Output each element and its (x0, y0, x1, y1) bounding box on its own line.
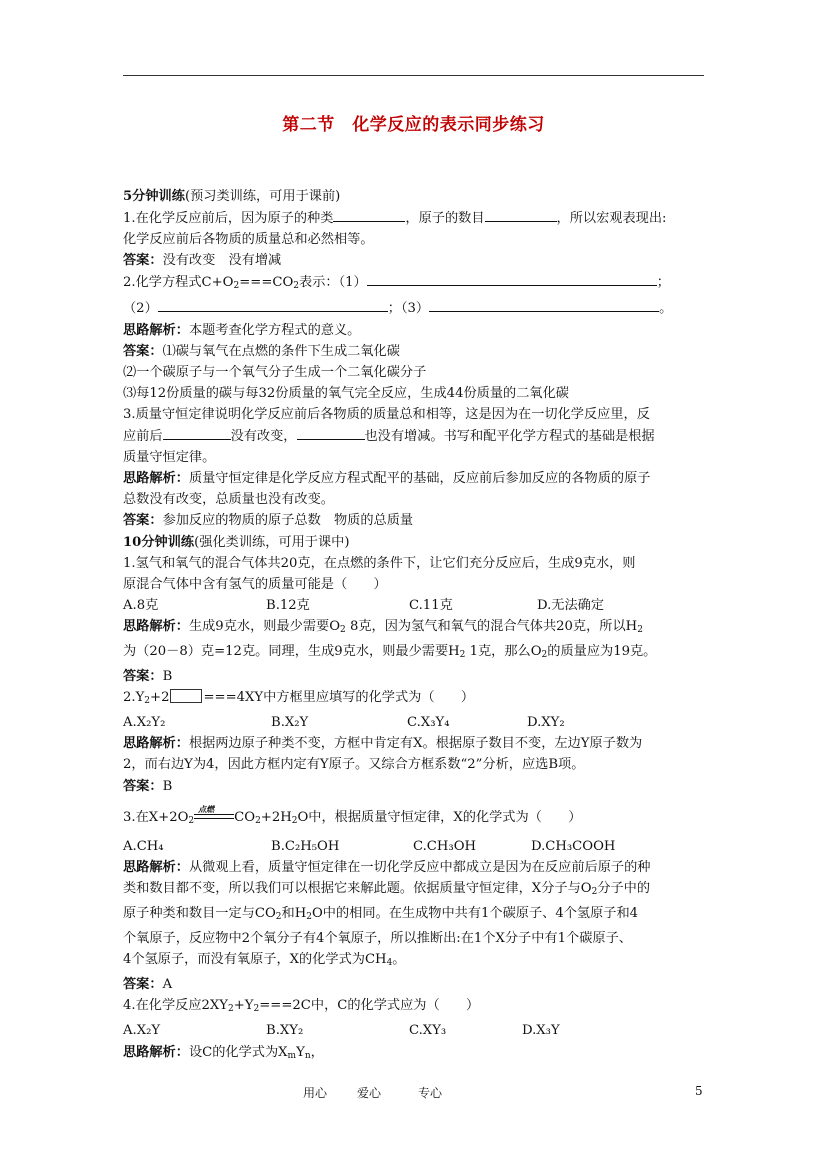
s2q2-analysis-2: 2，而右边Y为4，因此方框内定有Y原子。又综合方框系数“2”分析，应选B项。 (123, 757, 585, 773)
answer-box (170, 689, 202, 703)
s2q1-options (123, 595, 713, 616)
option-a: A.CH₄ (123, 838, 164, 854)
option-d: D.X₃Y (522, 1023, 560, 1039)
q1-answer: 答案：没有改变 没有增减 (123, 253, 282, 269)
q2-answer-3: ⑶每12份质量的碳与每32份质量的氧气完全反应，生成44份质量的二氧化碳 (123, 385, 569, 401)
q3-line3: 质量守恒定律。 (123, 450, 216, 466)
fill-blank (485, 207, 557, 222)
s2q1-line1: 1.氢气和氧气的混合气体共20克，在点燃的条件下，让它们充分反应后，生成9克水，则 (123, 555, 636, 571)
option-a: A.X₂Y₂ (123, 715, 166, 731)
q1-line1: 1.在化学反应前后，因为原子的种类 ，原子的数目 ，所以宏观表现出: (123, 207, 713, 229)
s2q4-analysis: 思路解析：设C的化学式为$X_mY_n$， (123, 1044, 324, 1061)
q3-line2: 应前后 没有改变， 也没有增减。书写和配平化学方程式的基础是根据 (123, 425, 713, 447)
reaction-arrow: 点燃 (194, 809, 234, 823)
option-d: D.XY₂ (527, 715, 565, 731)
s2q4-line1: 4.在化学反应$2XY_2+Y_2===2C$中，C的化学式应为（ ） (123, 998, 480, 1015)
option-c: C.CH₃OH (413, 838, 477, 854)
fill-blank (297, 425, 365, 440)
option-d: D.无法确定 (537, 597, 605, 613)
q1-line2: 化学反应前后各物质的质量总和必然相等。 (123, 232, 374, 248)
option-b: B.XY₂ (266, 1023, 304, 1039)
s2q2-analysis-1: 思路解析：根据两边原子种类不变，方框中肯定有X。根据原子数目不变，左边Y原子数为 (123, 736, 643, 752)
document-body (123, 186, 713, 1067)
option-b: B.C₂H₅OH (271, 838, 340, 854)
option-b: B.X₂Y (271, 715, 309, 731)
s2q1-line2: 原混合气体中含有氢气的质量可能是（ ） (123, 576, 387, 592)
s2q1-analysis-2: 为（20－8）克=12克。同理，生成9克水，则最少需要$H_2$ 1克，那么$O_2$的质量应为19克。 (123, 643, 657, 660)
fill-blank (333, 207, 405, 222)
q2-answer-1: 答案：⑴碳与氧气在点燃的条件下生成二氧化碳 (123, 343, 400, 359)
page-number: 5 (695, 1084, 703, 1098)
fill-blank (163, 425, 231, 440)
option-b: B.12克 (266, 597, 310, 613)
option-c: C.X₃Y₄ (407, 715, 450, 731)
option-c: C.XY₃ (409, 1023, 447, 1039)
q2-line1: 2.化学方程式$C+O_2===CO_2$表示：（1） ； (123, 271, 713, 297)
s2q3-analysis-1: 思路解析：从微观上看，质量守恒定律在一切化学反应中都成立是因为在反应前后原子的种 (123, 859, 651, 875)
q3-analysis-1: 思路解析：质量守恒定律是化学反应方程式配平的基础，反应前后参加反应的各物质的原子 (123, 471, 651, 487)
footer-text-1: 用心 (303, 1086, 328, 1100)
q2-line2: （2） ；（3） 。 (123, 297, 713, 319)
footer-text-3: 专心 (418, 1086, 443, 1100)
section-heading-10min: 10分钟训练(强化类训练，可用于课中) (123, 534, 350, 550)
fill-blank (367, 271, 657, 286)
s2q4-options (123, 1020, 713, 1041)
s2q3-analysis-4: 个氧原子，反应物中2个氧分子有4个氧原子，所以推断出:在1个X分子中有1个碳原子、 (123, 931, 632, 947)
s2q2-options (123, 712, 713, 733)
fill-blank (158, 297, 388, 312)
q2-answer-2: ⑵一个碳原子与一个氧气分子生成一个二氧化碳分子 (123, 364, 427, 380)
section-heading-5min: 5分钟训练(预习类训练，可用于课前) (123, 189, 341, 204)
footer-text-2: 爱心 (357, 1086, 382, 1100)
q3-analysis-2: 总数没有改变，总质量也没有改变。 (123, 492, 334, 508)
s2q2-line1: $2.Y_2+2 ===4XY$中方框里应填写的化学式为（ ） (123, 690, 475, 707)
option-d: D.CH₃COOH (531, 838, 616, 854)
option-a: A.X₂Y (123, 1023, 161, 1039)
option-a: A.8克 (123, 597, 159, 613)
option-c: C.11克 (409, 597, 453, 613)
s2q3-line1: 3.在$X+2O_2$ 点燃 $CO_2+2H_2O$中，根据质量守恒定律，X的化学式为（ ） (123, 803, 582, 826)
s2q3-options (123, 836, 713, 857)
s2q1-answer: 答案：B (123, 669, 173, 685)
s2q3-analysis-2: 类和数目都不变，所以我们可以根据它来解此题。依据质量守恒定律，X分子与$O_2$分子中的 (123, 880, 651, 897)
s2q3-analysis-5: 4个氢原子，而没有氧原子，X的化学式为$CH_4$。 (123, 952, 406, 969)
page-title: 第二节 化学反应的表示同步练习 (282, 115, 545, 135)
q3-line1: 3.质量守恒定律说明化学反应前后各物质的质量总和相等，这是因为在一切化学反应里，反 (123, 406, 650, 422)
q2-analysis: 思路解析：本题考查化学方程式的意义。 (123, 322, 361, 338)
q3-answer: 答案：参加反应的物质的原子总数 物质的总质量 (123, 513, 414, 529)
fill-blank (429, 297, 659, 312)
s2q2-answer: 答案：B (123, 778, 173, 794)
s2q1-analysis-1: 思路解析：生成9克水，则最少需要$O_2$ 8克，因为氢气和氧气的混合气体共20克，所以$H_2$ (123, 618, 643, 635)
s2q3-answer: 答案：A (123, 977, 173, 993)
header-rule (123, 75, 704, 76)
s2q3-analysis-3: 原子种类和数目一定与$CO_2$和$H_2O$中的相同。在生成物中共有1个碳原子、4个氢原子和4 (123, 906, 639, 922)
